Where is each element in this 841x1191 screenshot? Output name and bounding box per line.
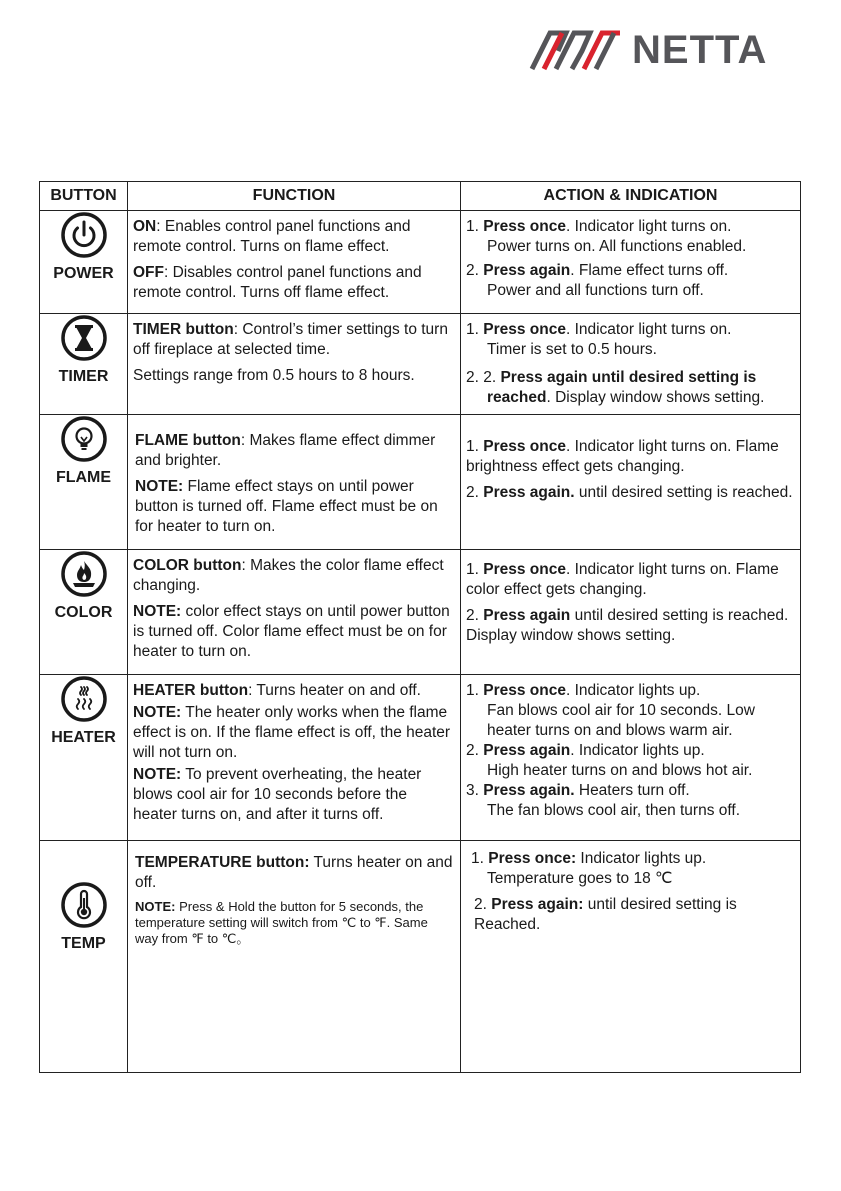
table-row-flame <box>40 415 801 550</box>
table-row-color <box>40 550 801 675</box>
table-row-temp <box>40 841 801 1073</box>
netta-stripes-logo-icon <box>528 27 628 73</box>
button-label: POWER <box>53 265 114 282</box>
function-cell: COLOR button: Makes the color flame effect changing. NOTE: color effect stays on until power button is turned off. Color flame effect must be on for heater to turn on. <box>128 550 461 675</box>
button-label: FLAME <box>55 469 112 486</box>
function-cell: HEATER button: Turns heater on and off. NOTE: The heater only works when the flame effect is on. If the flame effect is off, the heater will not turn on. NOTE: To prevent overheating, the heater blows cool air for 10 seconds before the heater turns on, and after it turns off. <box>128 675 461 841</box>
table-row-power <box>40 211 801 314</box>
action-cell: 1. Press once. Indicator light turns on. Flame brightness effect gets changing. 2. Press again. until desired setting is reached. <box>461 415 801 550</box>
function-cell: FLAME button: Makes flame effect dimmer and brighter. NOTE: Flame effect stays on until power button is turned off. Flame effect must be on for heater to turn on. <box>128 415 461 550</box>
action-cell: 1. Press once. Indicator light turns on. Power turns on. All functions enabled. 2. Press again. Flame effect turns off. Power and all functions turn off. <box>461 211 801 314</box>
button-cell <box>40 415 128 550</box>
header-action: ACTION & INDICATION <box>461 182 801 211</box>
header-function: FUNCTION <box>128 182 461 211</box>
button-label: COLOR <box>54 604 113 621</box>
action-cell: 1. Press once. Indicator light turns on. Flame color effect gets changing. 2. Press again until desired setting is reached. Display window shows setting. <box>461 550 801 675</box>
button-cell <box>40 314 128 415</box>
action-cell: 1. Press once. Indicator lights up. Fan blows cool air for 10 seconds. Low heater turns on and blows warm air. 2. Press again. Indicator lights up. High heater turns on and blows hot air. 3. Press again. Heaters turn off. The fan blows cool air, then turns off. <box>461 675 801 841</box>
table-row-heater <box>40 675 801 841</box>
button-cell <box>40 841 128 1073</box>
table-header-row <box>40 182 801 211</box>
function-cell: TIMER button: Control’s timer settings to turn off fireplace at selected time. Settings range from 0.5 hours to 8 hours. <box>128 314 461 415</box>
action-cell: 1. Press once: Indicator lights up. Temperature goes to 18 ℃ 2. Press again: until desired setting is Reached. <box>461 841 801 1073</box>
button-label: TEMP <box>61 935 106 952</box>
brand-logo <box>528 27 768 73</box>
brand-name: NETTA <box>632 28 768 72</box>
heat-waves-icon <box>60 675 108 723</box>
button-cell <box>40 550 128 675</box>
lightbulb-icon <box>60 415 108 463</box>
table-row-timer <box>40 314 801 415</box>
button-cell <box>40 211 128 314</box>
function-cell: ON: Enables control panel functions and remote control. Turns on flame effect. OFF: Disables control panel functions and remote control. Turns off flame effect. <box>128 211 461 314</box>
function-table <box>39 181 801 1073</box>
button-label: TIMER <box>58 368 109 385</box>
header-button: BUTTON <box>40 182 128 211</box>
button-label: HEATER <box>51 729 116 746</box>
hourglass-icon <box>60 314 108 362</box>
function-cell: TEMPERATURE button: Turns heater on and off. NOTE: Press & Hold the button for 5 seconds, the temperature setting will switch from ℃ to ℉. Same way from ℉ to ℃。 <box>128 841 461 1073</box>
thermometer-icon <box>60 881 108 929</box>
button-cell <box>40 675 128 841</box>
power-icon <box>60 211 108 259</box>
action-cell: 1. Press once. Indicator light turns on. Timer is set to 0.5 hours. 2. 2. Press again until desired setting is reached. Display window shows setting. <box>461 314 801 415</box>
flame-icon <box>60 550 108 598</box>
